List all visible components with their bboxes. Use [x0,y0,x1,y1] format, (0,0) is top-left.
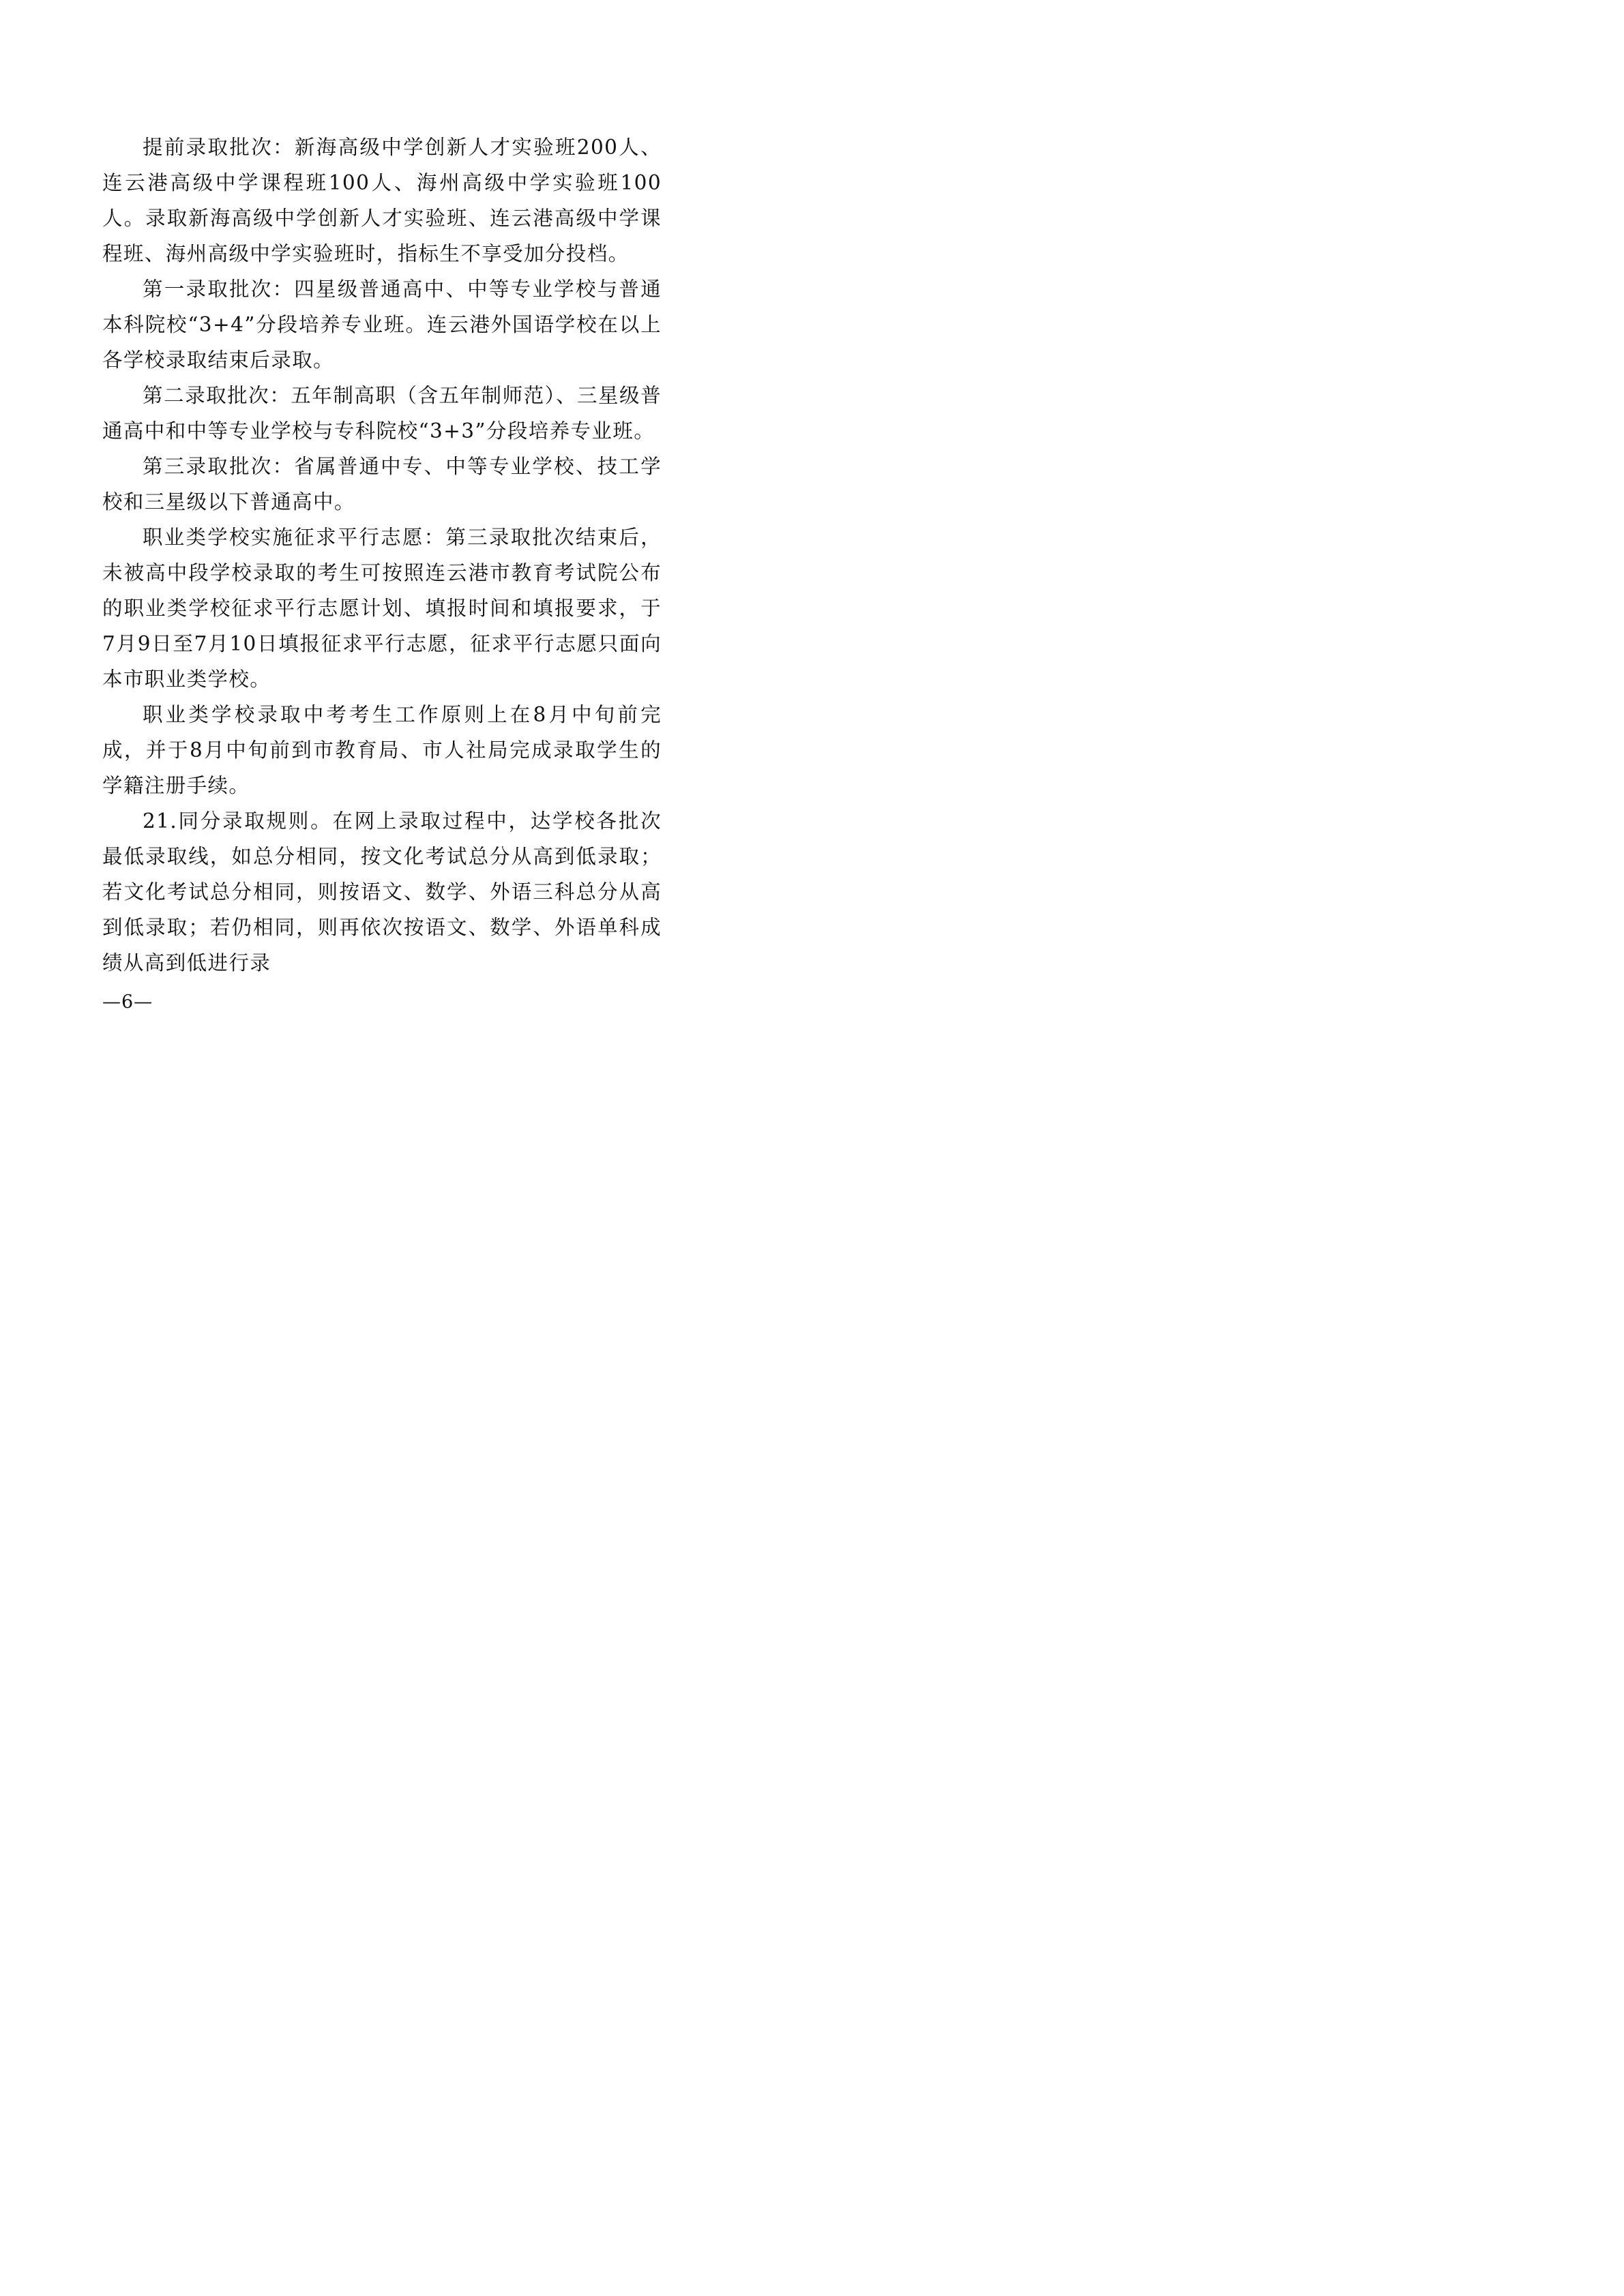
paragraph-third-admission-batch: 第三录取批次：省属普通中专、中等专业学校、技工学校和三星级以下普通高中。 [102,455,662,513]
document-page [0,0,750,1061]
paragraph-early-admission-batch: 提前录取批次：新海高级中学创新人才实验班200人、连云港高级中学课程班100人、海州高级中学实验班100人。录取新海高级中学创新人才实验班、连云港高级中学课程班、海州高级中学实验班时，指标生不享受加分投档。 [102,136,662,265]
paragraph-tie-score-rule: 21.同分录取规则。在网上录取过程中，达学校各批次最低录取线，如总分相同，按文化考试总分从高到低录取；若文化考试总分相同，则按语文、数学、外语三科总分从高到低录取；若仍相同，则再依次按语文、数学、外语单科成绩从高到低进行录 [102,809,662,974]
paragraph-second-admission-batch: 第二录取批次：五年制高职（含五年制师范）、三星级普通高中和中等专业学校与专科院校“3+3”分段培养专业班。 [102,384,662,443]
paragraph-first-admission-batch: 第一录取批次：四星级普通高中、中等专业学校与普通本科院校“3+4”分段培养专业班。连云港外国语学校在以上各学校录取结束后录取。 [102,278,662,372]
document-body [102,130,662,981]
page-number: —6— [102,992,153,1013]
paragraph-vocational-enrollment-deadline: 职业类学校录取中考考生工作原则上在8月中旬前完成，并于8月中旬前到市教育局、市人社局完成录取学生的学籍注册手续。 [102,703,662,797]
paragraph-vocational-parallel-wishes: 职业类学校实施征求平行志愿：第三录取批次结束后，未被高中段学校录取的考生可按照连云港市教育考试院公布的职业类学校征求平行志愿计划、填报时间和填报要求，于7月9日至7月10日填报征求平行志愿，征求平行志愿只面向本市职业类学校。 [102,526,662,691]
